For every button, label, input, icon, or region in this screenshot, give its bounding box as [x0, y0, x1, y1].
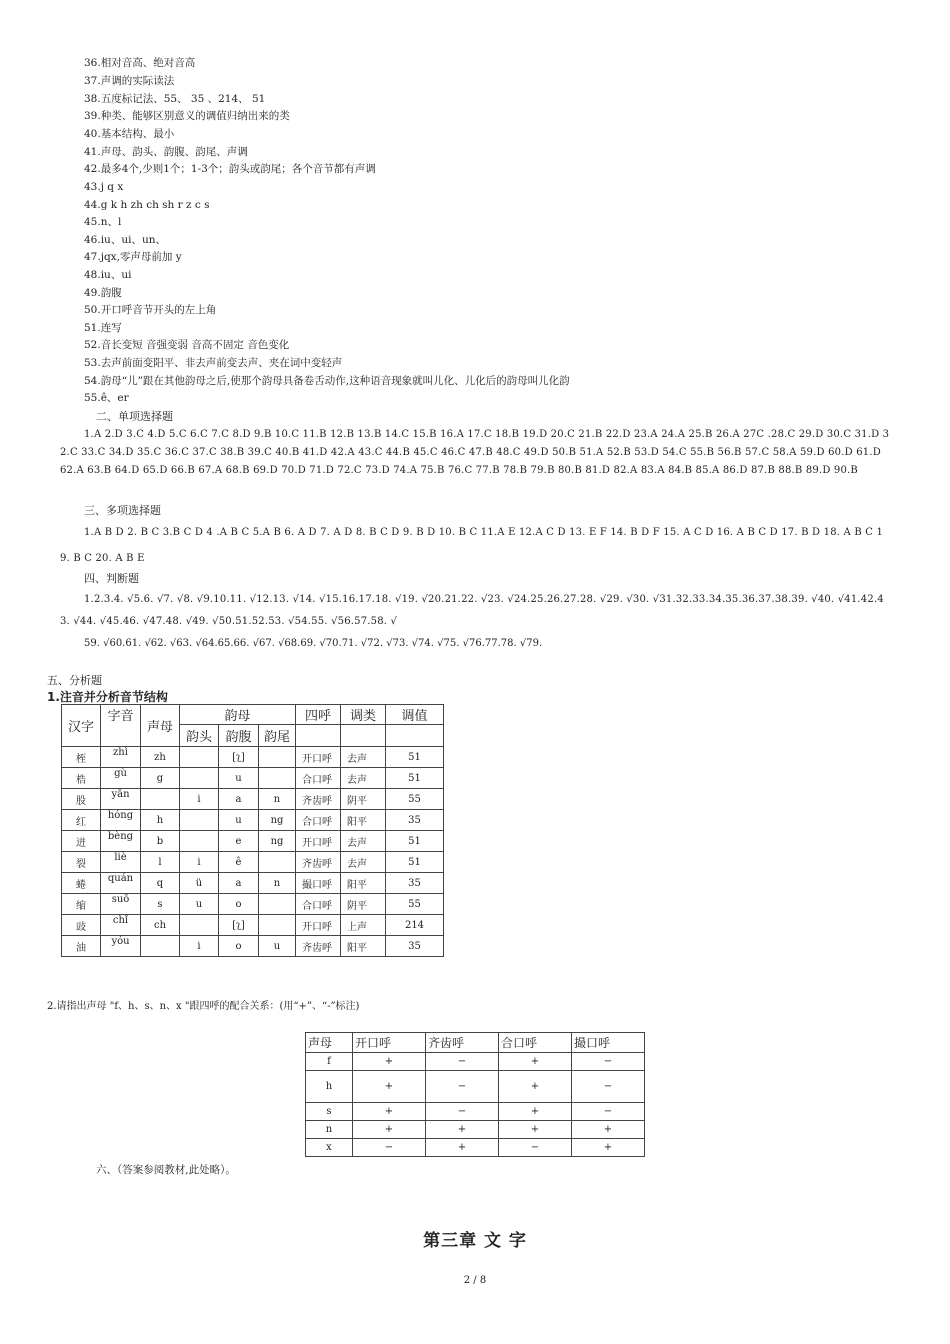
cell-diaolei: 阴平 [341, 789, 386, 810]
cell-sihu: 开口呼 [296, 915, 341, 936]
cell-ziyin: zhì [101, 747, 141, 768]
header-yunwei: 韵尾 [259, 725, 296, 747]
cell-yunfu: o [219, 936, 259, 957]
initial-cell: s [306, 1103, 353, 1121]
cell-diaozhi: 35 [386, 936, 444, 957]
match-cell: − [499, 1139, 572, 1157]
match-cell: − [426, 1053, 499, 1071]
cell-diaolei: 阳平 [341, 873, 386, 894]
cell-ziyin: chǐ [101, 915, 141, 936]
answer-item: 51.连写 [84, 322, 122, 334]
cell-ziyin: suō [101, 894, 141, 915]
match-cell: + [499, 1121, 572, 1139]
cell-ziyin: gù [101, 768, 141, 789]
section6-note: 六、（答案参阅教材,此处略）。 [96, 1164, 236, 1176]
header-cell: 齐齿呼 [426, 1033, 499, 1053]
cell-diaozhi: 214 [386, 915, 444, 936]
match-cell: + [353, 1121, 426, 1139]
match-cell: + [353, 1103, 426, 1121]
answer-item: 47.jqx,零声母前加 y [84, 251, 182, 263]
answer-item: 50.开口呼音节开头的左上角 [84, 304, 217, 316]
cell-ziyin: quán [101, 873, 141, 894]
cell-sihu: 齐齿呼 [296, 936, 341, 957]
answer-item: 52.音长变短 音强变弱 音高不固定 音色变化 [84, 339, 290, 351]
cell-yuntou [180, 747, 219, 768]
table-row [306, 1103, 645, 1121]
cell-yunwei [259, 915, 296, 936]
table-row [306, 1121, 645, 1139]
cell-hanzi: 裂 [62, 852, 101, 873]
answer-item: 49.韵腹 [84, 287, 122, 299]
cell-hanzi: 豉 [62, 915, 101, 936]
cell-shengmu: b [141, 831, 180, 852]
cell-sihu: 齐齿呼 [296, 789, 341, 810]
cell-yuntou: i [180, 789, 219, 810]
cell-yunwei [259, 852, 296, 873]
cell-hanzi: 迸 [62, 831, 101, 852]
cell-yunwei [259, 894, 296, 915]
initials-sihu-table [305, 1032, 645, 1157]
single-choice-answers: 1.A 2.D 3.C 4.D 5.C 6.C 7.C 8.D 9.B 10.C 11.B 12.B 13.B 14.C 15.B 16.A 17.C 18.B 19.D 20.C 21.B 22.D 23.A 24.A 25.B 26.A 27C .28.C 29.D 30.C 31.D 32.C 33.C 34.D 35.C 36.C 37.C 38.B 39.C 40.B 41.D 42.A 43.C 44.B 45.C 46.C 47.B 48.C 49.D 50.B 51.A 52.B 53.D 54.C 55.B 56.B 57.C 58.A 59.D 60.D 61.D 62.A 63.B 64.D 65.D 66.B 67.A 68.B 69.D 70.D 71.D 72.C 73.D 74.A 75.B 76.C 77.B 78.B 79.B 80.B 81.D 82.A 83.A 84.B 85.A 86.D 87.B 88.B 89.D 90.B [60, 429, 890, 476]
header-cell: 合口呼 [499, 1033, 572, 1053]
header-diaozhi: 调值 [386, 705, 444, 725]
q1-title: 1.注音并分析音节结构 [47, 690, 168, 704]
match-cell: − [353, 1139, 426, 1157]
cell-yunfu: u [219, 810, 259, 831]
answer-item: 40.基本结构、最小 [84, 128, 175, 140]
cell-sihu: 开口呼 [296, 831, 341, 852]
match-cell: − [426, 1103, 499, 1121]
cell-yunwei [259, 747, 296, 768]
cell-ziyin: yóu [101, 936, 141, 957]
cell-diaolei: 阴平 [341, 894, 386, 915]
cell-diaolei: 上声 [341, 915, 386, 936]
table-row [62, 810, 444, 831]
cell-yunfu: u [219, 768, 259, 789]
cell-yunfu: ê [219, 852, 259, 873]
answer-item: 48.iu、ui [84, 269, 132, 281]
answer-item: 54.韵母“儿”跟在其他韵母之后,使那个韵母具备卷舌动作,这种语音现象就叫儿化、儿化后的韵母叫儿化韵 [84, 375, 570, 387]
table-row [62, 852, 444, 873]
answer-item: 41.声母、韵头、韵腹、韵尾、声调 [84, 146, 248, 158]
cell-shengmu [141, 936, 180, 957]
cell-diaozhi: 51 [386, 831, 444, 852]
header-shengmu: 声母 [141, 705, 180, 747]
cell-yuntou: ü [180, 873, 219, 894]
header-sihu: 四呼 [296, 705, 341, 725]
cell-diaozhi: 51 [386, 768, 444, 789]
table-row [62, 789, 444, 810]
cell-diaozhi: 35 [386, 810, 444, 831]
cell-diaolei: 去声 [341, 747, 386, 768]
cell-diaozhi: 51 [386, 747, 444, 768]
answer-item: 55.ê、er [84, 392, 129, 404]
initial-cell: f [306, 1053, 353, 1071]
match-cell: + [499, 1103, 572, 1121]
cell-sihu: 开口呼 [296, 747, 341, 768]
cell-diaolei: 去声 [341, 831, 386, 852]
chapter-title: 第三章 文 字 [423, 1231, 527, 1251]
true-false-answers-1: 1.2.3.4. √5.6. √7. √8. √9.10.11. √12.13. √14. √15.16.17.18. √19. √20.21.22. √23. √24.25.26.27.28. √29. √30. √31.32.33.34.35.36.37.38.39. √40. √41.42.43. √44. √45.46. √47.48. √49. √50.51.52.53. √54.55. √56.57.58. √ [60, 594, 884, 627]
true-false-answers-2: 59. √60.61. √62. √63. √64.65.66. √67. √68.69. √70.71. √72. √73. √74. √75. √76.77.78. √79. [84, 638, 543, 649]
cell-sihu: 合口呼 [296, 810, 341, 831]
answer-item: 45.n、l [84, 216, 122, 228]
match-cell: − [572, 1071, 645, 1103]
initial-cell: h [306, 1071, 353, 1103]
match-cell: + [353, 1053, 426, 1071]
cell-sihu: 齐齿呼 [296, 852, 341, 873]
section-title-analysis: 五、分析题 [47, 674, 102, 687]
cell-ziyin: yān [101, 789, 141, 810]
answer-item: 53.去声前面变阳平、非去声前变去声、夹在词中变轻声 [84, 357, 343, 369]
syllable-structure-table [61, 704, 444, 957]
match-cell: − [572, 1103, 645, 1121]
cell-hanzi: 梏 [62, 768, 101, 789]
header-diaolei: 调类 [341, 705, 386, 725]
match-cell: + [499, 1071, 572, 1103]
cell-yunwei: ng [259, 810, 296, 831]
page-number: 2 / 8 [463, 1275, 487, 1286]
cell-yunfu: [ʅ] [219, 747, 259, 768]
cell-shengmu: g [141, 768, 180, 789]
cell-yunfu: o [219, 894, 259, 915]
header-cell: 开口呼 [353, 1033, 426, 1053]
cell-yuntou: i [180, 852, 219, 873]
cell-yuntou [180, 831, 219, 852]
match-cell: + [353, 1071, 426, 1103]
cell-yuntou [180, 915, 219, 936]
cell-yunwei [259, 768, 296, 789]
match-cell: + [572, 1139, 645, 1157]
table-row [306, 1139, 645, 1157]
match-cell: + [499, 1053, 572, 1071]
cell-diaolei: 阳平 [341, 810, 386, 831]
section-title-single-choice: 二、单项选择题 [96, 410, 173, 423]
match-cell: + [426, 1139, 499, 1157]
cell-diaolei: 阳平 [341, 936, 386, 957]
table-row [62, 768, 444, 789]
cell-sihu: 合口呼 [296, 768, 341, 789]
cell-yuntou [180, 768, 219, 789]
cell-hanzi: 股 [62, 789, 101, 810]
cell-yuntou: u [180, 894, 219, 915]
cell-diaozhi: 55 [386, 789, 444, 810]
answer-item: 43.j q x [84, 181, 124, 193]
cell-shengmu: l [141, 852, 180, 873]
cell-sihu: 撮口呼 [296, 873, 341, 894]
cell-yunfu: e [219, 831, 259, 852]
cell-shengmu: s [141, 894, 180, 915]
section-title-multi-choice: 三、多项选择题 [84, 504, 161, 517]
table-row [62, 894, 444, 915]
q2-title: 2.请指出声母 "f、h、s、n、x "跟四呼的配合关系：(用“+”、“-”标注) [47, 1001, 360, 1012]
cell-yunwei: n [259, 873, 296, 894]
cell-shengmu: ch [141, 915, 180, 936]
cell-yuntou: i [180, 936, 219, 957]
table-row [62, 915, 444, 936]
table-row [62, 936, 444, 957]
cell-ziyin: liè [101, 852, 141, 873]
table-row [62, 831, 444, 852]
cell-diaozhi: 35 [386, 873, 444, 894]
answer-item: 46.iu、ui、un、 [84, 234, 166, 246]
cell-yunfu: a [219, 873, 259, 894]
cell-hanzi: 油 [62, 936, 101, 957]
header-ziyin: 字音 [101, 705, 141, 747]
cell-shengmu [141, 789, 180, 810]
cell-yunfu: [ʅ] [219, 915, 259, 936]
cell-yunfu: a [219, 789, 259, 810]
cell-diaozhi: 51 [386, 852, 444, 873]
cell-shengmu: zh [141, 747, 180, 768]
header-cell: 撮口呼 [572, 1033, 645, 1053]
cell-sihu: 合口呼 [296, 894, 341, 915]
answer-item: 42.最多4个,少则1个；1-3个；韵头或韵尾；各个音节都有声调 [84, 163, 376, 175]
cell-yunwei: u [259, 936, 296, 957]
cell-ziyin: bèng [101, 831, 141, 852]
cell-diaolei: 去声 [341, 768, 386, 789]
cell-shengmu: h [141, 810, 180, 831]
answer-item: 44.g k h zh ch sh r z c s [84, 199, 210, 211]
cell-hanzi: 蜷 [62, 873, 101, 894]
cell-hanzi: 红 [62, 810, 101, 831]
cell-yunwei: n [259, 789, 296, 810]
cell-yunwei: ng [259, 831, 296, 852]
table-row [306, 1071, 645, 1103]
section-title-true-false: 四、判断题 [84, 572, 139, 585]
answer-item: 38.五度标记法、55、 35 、214、 51 [84, 93, 266, 105]
table-row [62, 747, 444, 768]
match-cell: − [572, 1053, 645, 1071]
match-cell: + [572, 1121, 645, 1139]
header-yuntou: 韵头 [180, 725, 219, 747]
multi-choice-answers: 1.A B D 2. B C 3.B C D 4 .A B C 5.A B 6. A D 7. A D 8. B C D 9. B D 10. B C 11.A E 12.A C D 13. E F 14. B D F 15. A C D 16. A B C D 17. B D 18. A B C 19. B C 20. A B E [60, 527, 884, 564]
header-cell: 声母 [306, 1033, 353, 1053]
header-yunfu: 韵腹 [219, 725, 259, 747]
cell-yuntou [180, 810, 219, 831]
table-row [62, 873, 444, 894]
cell-hanzi: 桎 [62, 747, 101, 768]
header-yunmu: 韵母 [180, 705, 296, 725]
match-cell: − [426, 1071, 499, 1103]
cell-shengmu: q [141, 873, 180, 894]
answer-item: 36.相对音高、绝对音高 [84, 57, 196, 69]
initial-cell: x [306, 1139, 353, 1157]
cell-diaolei: 去声 [341, 852, 386, 873]
match-cell: + [426, 1121, 499, 1139]
cell-hanzi: 缩 [62, 894, 101, 915]
initial-cell: n [306, 1121, 353, 1139]
table-row [306, 1053, 645, 1071]
answer-item: 39.种类、能够区别意义的调值归纳出来的类 [84, 110, 290, 122]
cell-diaozhi: 55 [386, 894, 444, 915]
answer-item: 37.声调的实际读法 [84, 75, 175, 87]
cell-ziyin: hóng [101, 810, 141, 831]
header-hanzi: 汉字 [62, 705, 101, 747]
